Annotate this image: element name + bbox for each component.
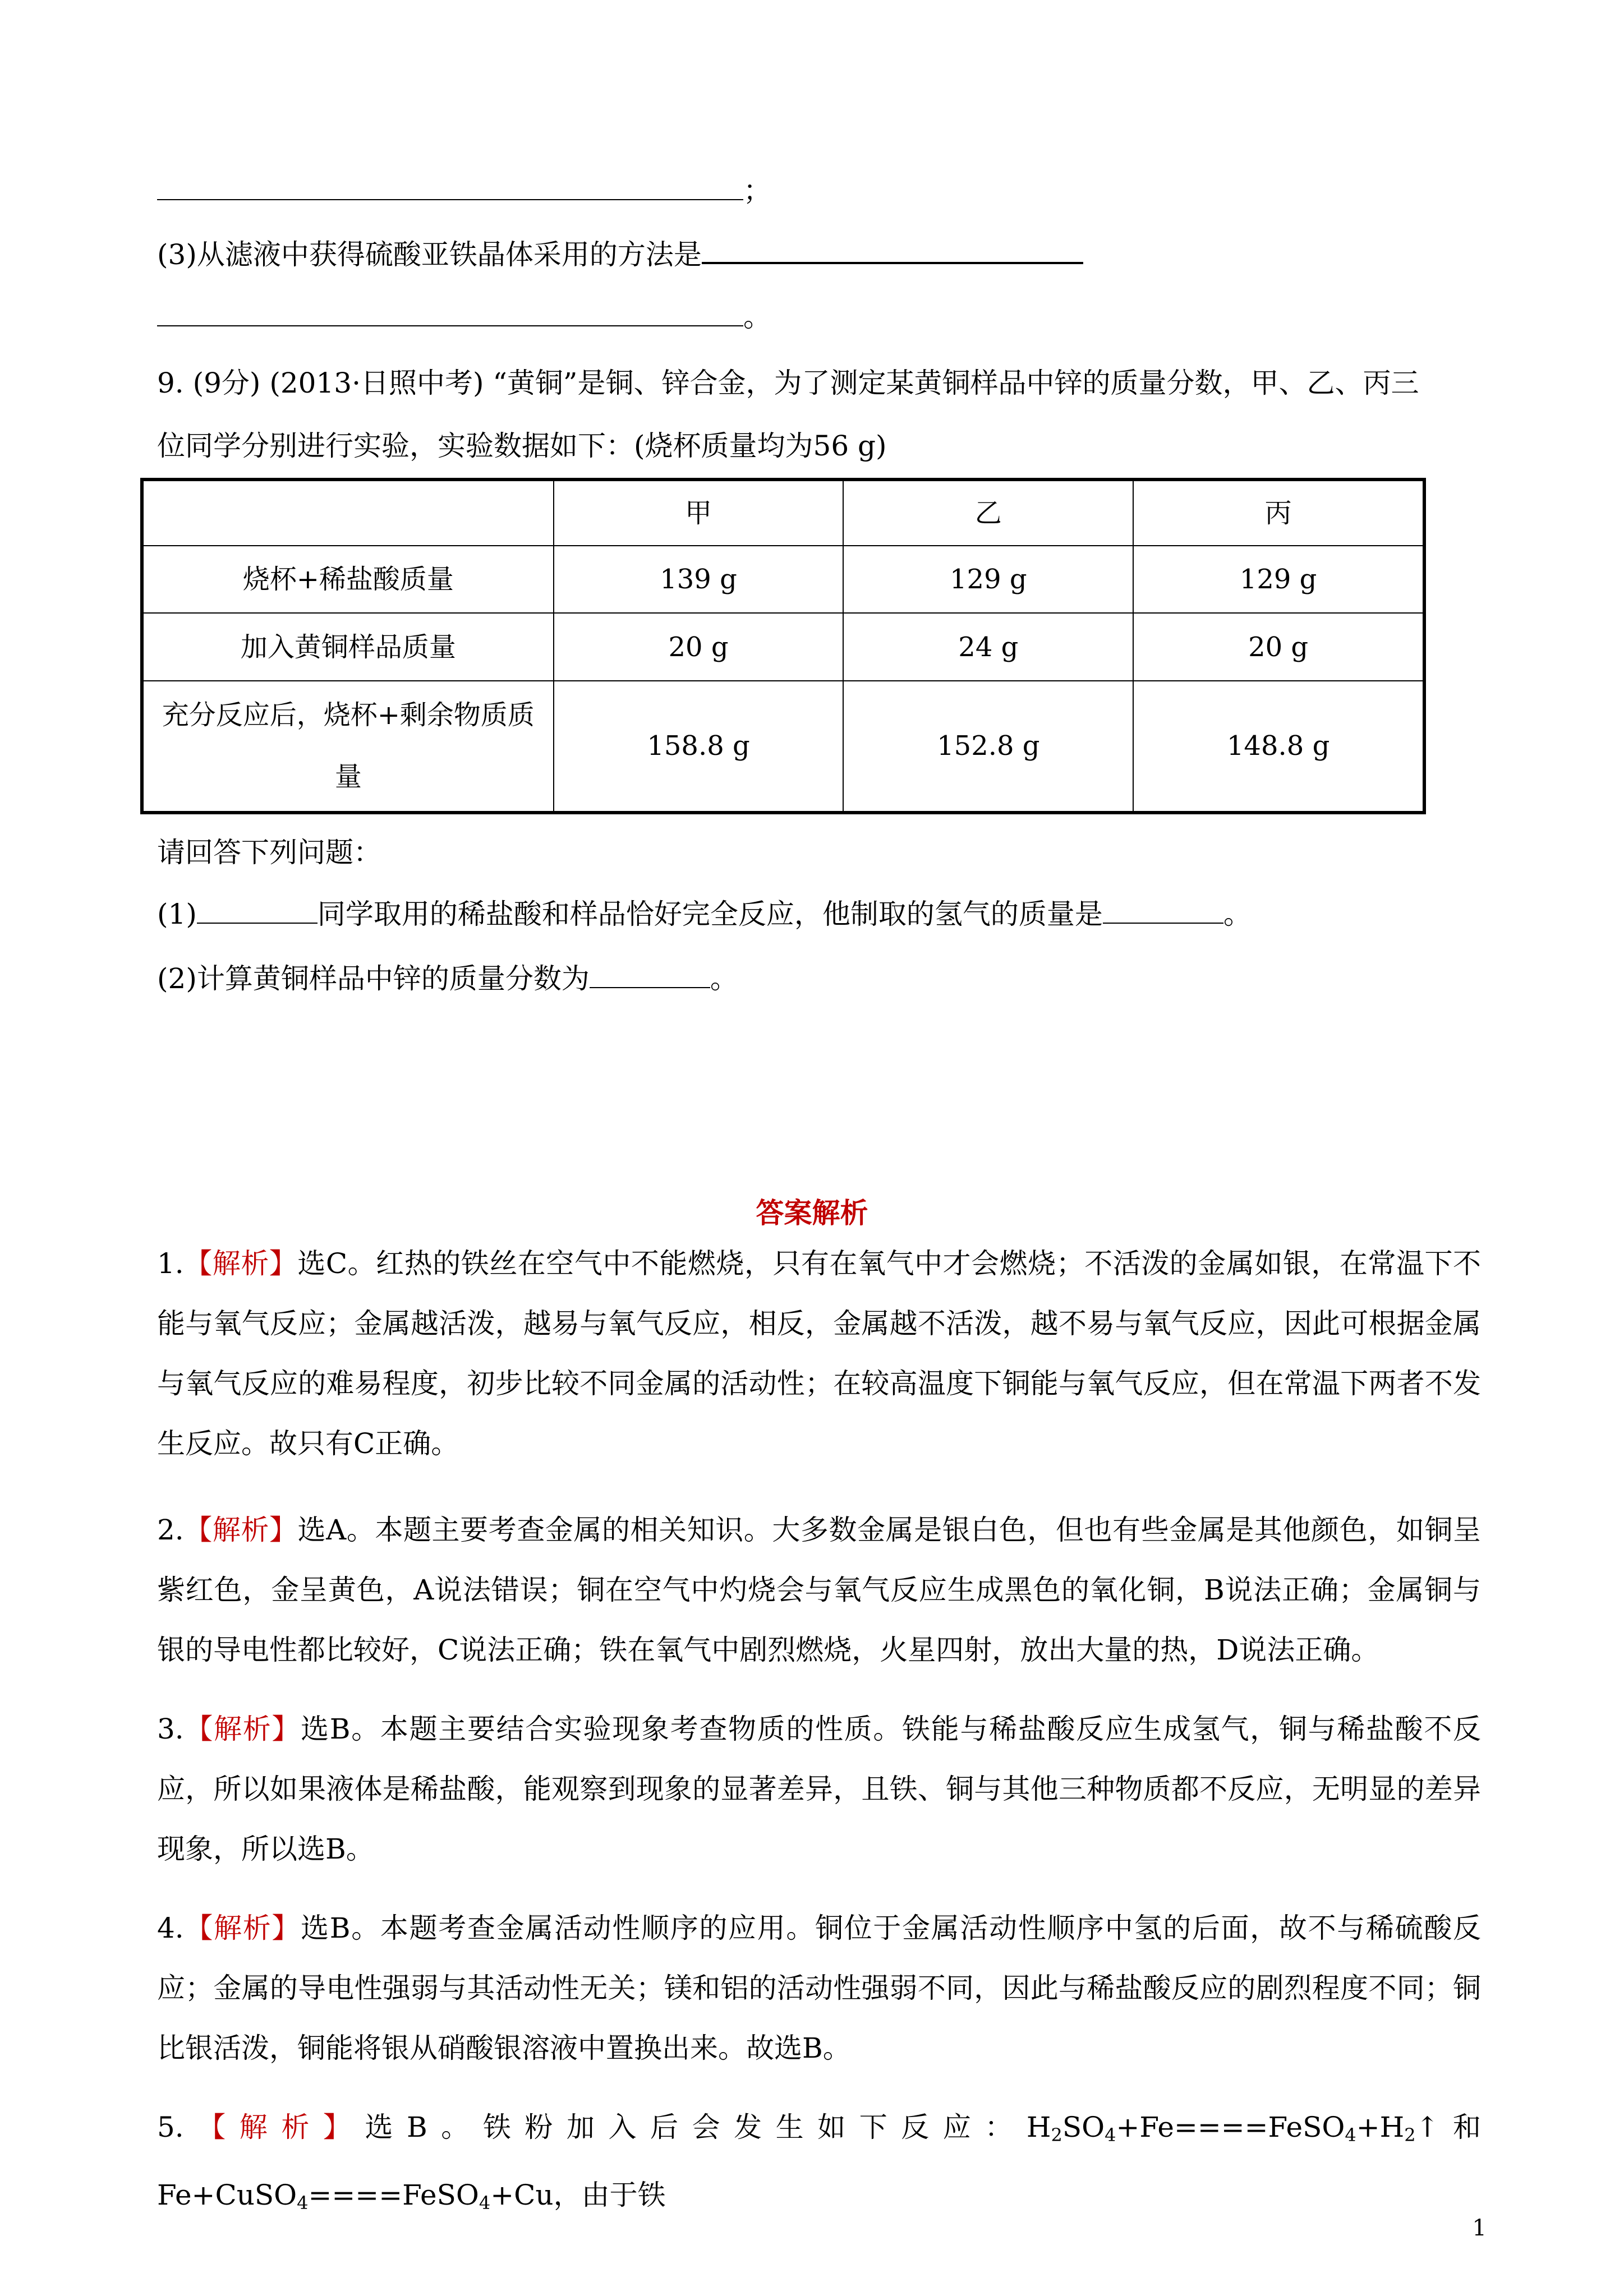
question-9-intro-2: 位同学分别进行实验，实验数据如下：(烧杯质量均为56 g) [157,430,887,462]
table-cell: 20 g [554,613,844,681]
answer-4 [157,1898,1481,2078]
analysis-tag: 【解析】 [183,1912,301,1944]
table-row-label: 加入黄铜样品质量 [142,613,554,681]
table-row-label [142,681,554,813]
answer-text: +H [1356,2111,1405,2143]
question-8-3 [157,234,1492,274]
answer-3 [157,1699,1481,1879]
table-cell: 152.8 g [843,681,1133,813]
table-cell: 20 g [1133,613,1424,681]
table-header-cell: 甲 [554,480,844,546]
experiment-data-table [140,478,1426,814]
table-header-row [142,480,1424,546]
question-prompt: 请回答下列问题： [157,836,381,869]
answer-text: +Fe====FeSO [1116,2111,1345,2143]
answer-text: ====FeSO [308,2179,479,2211]
answer-text: +Cu，由于铁 [490,2179,666,2211]
page-number: 1 [1472,2215,1487,2241]
answer-line-1 [157,171,1492,210]
answer-number: 5. [157,2111,184,2143]
answer-text: 选C。红热的铁丝在空气中不能燃烧，只有在氧气中才会燃烧；不活泼的金属如银，在常温下不能与氧气反应；金属越活泼，越易与氧气反应，相反，金属越不活泼，越不易与氧气反应，因此可根据金属与氧气反应的难易程度，初步比较不同金属的活动性；在较高温度下铜能与氧气反应，但在常温下两者不发生反应。故只有C正确。 [157,1247,1482,1460]
table-cell: 139 g [554,546,844,614]
subscript: 4 [1105,2124,1116,2146]
question-text: (2)计算黄铜样品中锌的质量分数为 [157,962,590,995]
answer-text: 选A。本题主要考查金属的相关知识。大多数金属是银白色，但也有些金属是其他颜色，如铜呈紫红色，金呈黄色，A说法错误；铜在空气中灼烧会与氧气反应生成黑色的氧化铜，B说法正确；金属铜与银的导电性都比较好，C说法正确；铁在氧气中剧烈燃烧，火星四射，放出大量的热，D说法正确。 [157,1514,1482,1666]
answer-text: 选B。铁粉加入后会发生如下反应：H [365,2111,1051,2143]
answer-blank[interactable] [157,297,743,326]
answer-text: SO [1062,2111,1105,2143]
subscript: 2 [1404,2124,1416,2146]
punctuation: ； [743,174,771,207]
table-cell: 158.8 g [554,681,844,813]
subscript: 4 [297,2192,309,2214]
subscript: 4 [1345,2124,1356,2146]
sub-question-number: (1) [157,898,197,930]
answer-5 [157,2097,1481,2233]
table-row [142,613,1424,681]
subscript: 4 [479,2192,491,2214]
answer-number: 2. [157,1514,184,1546]
table-cell: 148.8 g [1133,681,1424,813]
analysis-tag: 【解析】 [183,1514,298,1546]
analysis-tag: 【解析】 [183,2111,365,2143]
table-row [142,546,1424,614]
answer-blank[interactable] [157,171,743,200]
question-text: 同学取用的稀盐酸和样品恰好完全反应，他制取的氢气的质量是 [317,898,1103,930]
question-9-intro-1: 9. (9分) (2013·日照中考) “黄铜”是铜、锌合金，为了测定某黄铜样品中锌的质量分数，甲、乙、丙三 [157,367,1419,399]
answer-text: 选B。本题考查金属活动性顺序的应用。铜位于金属活动性顺序中氢的后面，故不与稀硫酸反应；金属的导电性强弱与其活动性无关；镁和铝的活动性强弱不同，因此与稀盐酸反应的剧烈程度不同；铜比银活泼，铜能将银从硝酸银溶液中置换出来。故选B。 [157,1912,1482,2064]
answer-number: 3. [157,1713,184,1745]
answer-blank[interactable] [590,959,710,988]
question-9-2 [157,959,1492,998]
subscript: 2 [1051,2124,1062,2146]
answer-blank[interactable] [702,234,1083,264]
punctuation: 。 [1223,898,1252,930]
analysis-tag: 【解析】 [183,1713,301,1745]
answer-blank[interactable] [1103,895,1223,924]
table-header-cell [142,480,554,546]
table-cell: 129 g [1133,546,1424,614]
table-row-label: 烧杯+稀盐酸质量 [142,546,554,614]
question-text: (3)从滤液中获得硫酸亚铁晶体采用的方法是 [157,238,702,271]
answers-section-title: 答案解析 [756,1196,868,1229]
table-row-label-line: 量 [334,761,362,793]
answer-1 [157,1234,1481,1474]
table-header-cell: 乙 [843,480,1133,546]
question-9-1 [157,895,1492,934]
table-row-label-line: 充分反应后，烧杯+剩余物质质 [162,699,535,731]
table-row [142,681,1424,813]
answer-2 [157,1500,1481,1680]
table-cell: 24 g [843,613,1133,681]
answer-line-3 [157,297,1492,336]
punctuation: 。 [710,962,738,995]
answer-text: ↑和Fe+CuSO [157,2111,1481,2211]
answer-number: 1. [157,1247,184,1280]
table-header-cell: 丙 [1133,480,1424,546]
punctuation: 。 [743,301,771,333]
table-cell: 129 g [843,546,1133,614]
answer-text: 选B。本题主要结合实验现象考查物质的性质。铁能与稀盐酸反应生成氢气，铜与稀盐酸不反应，所以如果液体是稀盐酸，能观察到现象的显著差异，且铁、铜与其他三种物质都不反应，无明显的差异现象，所以选B。 [157,1713,1482,1865]
answer-blank[interactable] [197,895,318,924]
answer-number: 4. [157,1912,184,1944]
analysis-tag: 【解析】 [183,1247,298,1280]
